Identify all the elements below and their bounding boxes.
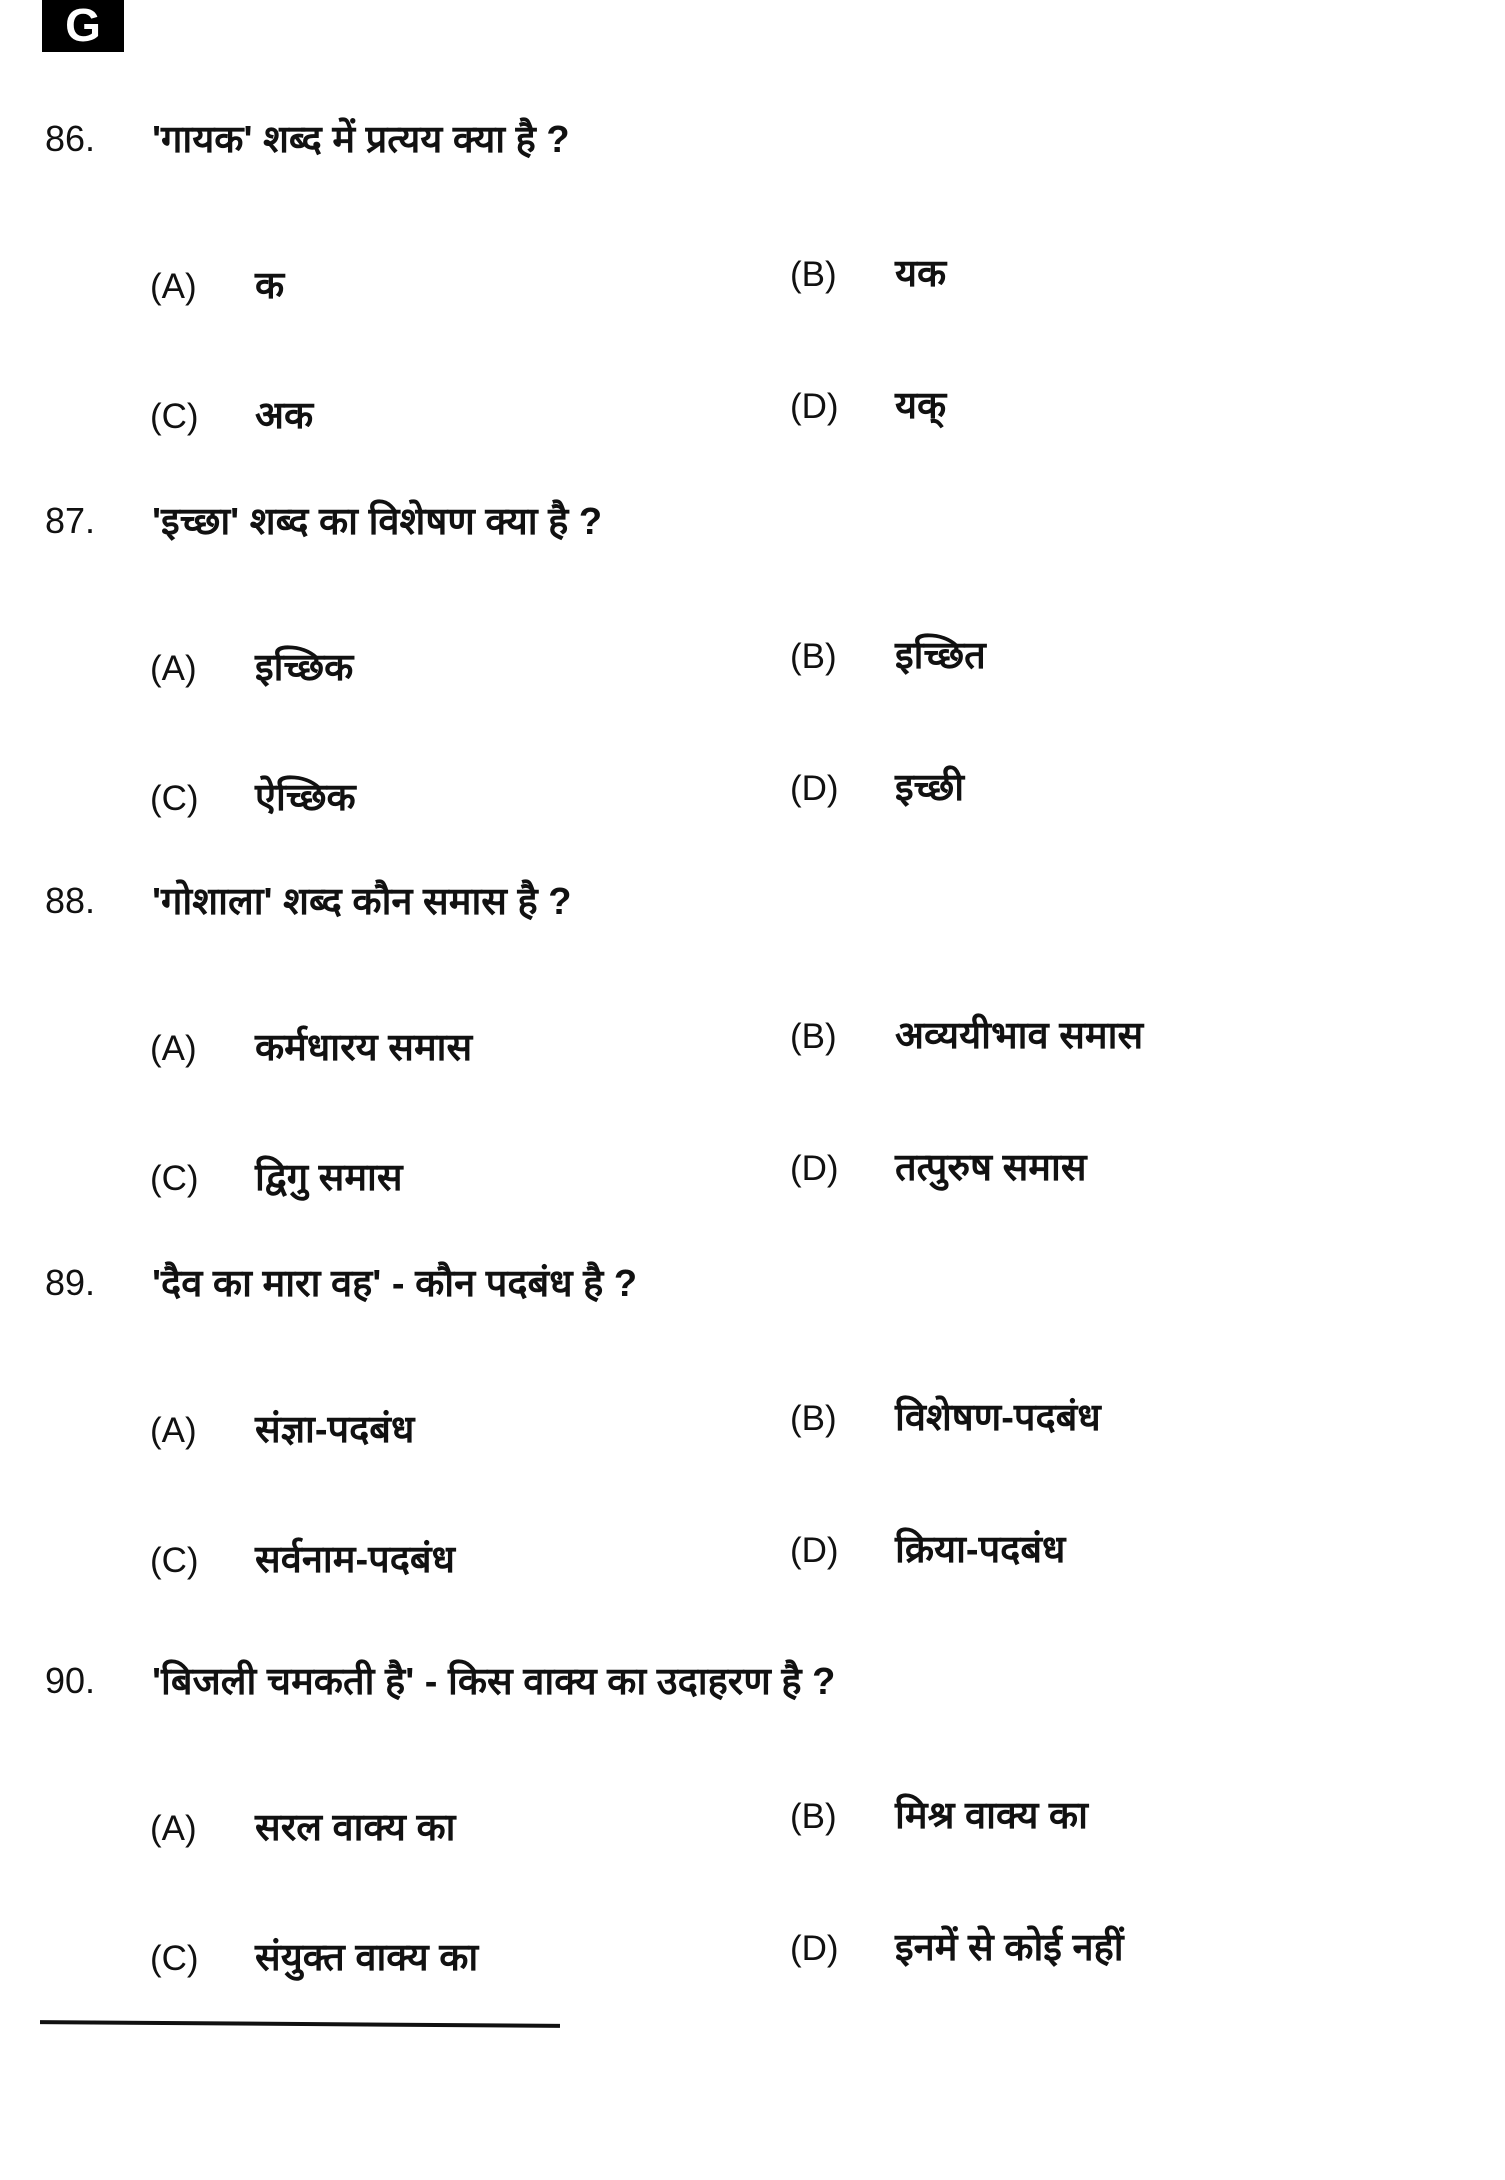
option-d[interactable] [790, 760, 964, 812]
option-text: संज्ञा-पदबंध [255, 1409, 415, 1451]
option-label: (C) [150, 397, 199, 436]
option-label: (D) [790, 769, 839, 808]
option-c[interactable] [150, 1930, 478, 1982]
option-d[interactable] [790, 1522, 1065, 1574]
option-text: विशेषण-पदबंध [895, 1397, 1101, 1439]
option-text: मिश्र वाक्य का [895, 1795, 1088, 1837]
option-text: यक् [895, 385, 947, 427]
question-number: 86. [45, 118, 96, 159]
option-a[interactable] [150, 1402, 414, 1454]
question-number: 88. [45, 880, 96, 921]
option-b[interactable] [790, 1788, 1088, 1840]
option-label: (C) [150, 1159, 199, 1198]
option-text: अव्ययीभाव समास [895, 1015, 1144, 1057]
option-d[interactable] [790, 1140, 1087, 1192]
question-number: 87. [45, 500, 96, 541]
option-label: (A) [150, 1809, 197, 1848]
option-text: इनमें से कोई नहीं [895, 1927, 1124, 1969]
option-label: (B) [790, 1399, 837, 1438]
question-90 [0, 1660, 1505, 2180]
option-label: (B) [790, 255, 837, 294]
question-text: 'बिजली चमकती है' - किस वाक्य का उदाहरण है ? [152, 1661, 836, 1703]
option-label: (C) [150, 1541, 199, 1580]
booklet-series-badge: G [42, 0, 124, 52]
option-text: द्विगु समास [255, 1157, 403, 1199]
option-a[interactable] [150, 258, 284, 310]
option-label: (A) [150, 1411, 197, 1450]
option-a[interactable] [150, 1020, 472, 1072]
option-d[interactable] [790, 378, 946, 430]
question-text: 'इच्छा' शब्द का विशेषण क्या है ? [152, 501, 603, 543]
option-text: ऐच्छिक [255, 777, 356, 819]
option-text: सरल वाक्य का [255, 1807, 456, 1849]
option-text: इच्छित [895, 635, 986, 677]
option-label: (B) [790, 1017, 837, 1056]
option-label: (D) [790, 1531, 839, 1570]
question-text: 'दैव का मारा वह' - कौन पदबंध है ? [152, 1263, 638, 1305]
option-label: (D) [790, 1929, 839, 1968]
option-label: (D) [790, 1149, 839, 1188]
option-text: अक [255, 395, 314, 437]
option-d[interactable] [790, 1920, 1124, 1972]
option-label: (D) [790, 387, 839, 426]
option-label: (C) [150, 779, 199, 818]
question-text: 'गायक' शब्द में प्रत्यय क्या है ? [152, 119, 570, 161]
option-text: कर्मधारय समास [255, 1027, 473, 1069]
option-label: (A) [150, 649, 197, 688]
question-number: 90. [45, 1660, 96, 1701]
option-text: क्रिया-पदबंध [895, 1529, 1066, 1571]
question-text: 'गोशाला' शब्द कौन समास है ? [152, 881, 572, 923]
option-text: संयुक्त वाक्य का [255, 1937, 479, 1979]
option-c[interactable] [150, 770, 356, 822]
option-b[interactable] [790, 628, 986, 680]
question-number: 89. [45, 1262, 96, 1303]
option-b[interactable] [790, 246, 946, 298]
option-label: (A) [150, 1029, 197, 1068]
option-c[interactable] [150, 388, 313, 440]
option-text: क [255, 265, 285, 307]
option-b[interactable] [790, 1008, 1143, 1060]
option-text: तत्पुरुष समास [895, 1147, 1087, 1189]
option-b[interactable] [790, 1390, 1101, 1442]
option-label: (B) [790, 637, 837, 676]
option-c[interactable] [150, 1532, 455, 1584]
option-c[interactable] [150, 1150, 403, 1202]
option-label: (B) [790, 1797, 837, 1836]
option-text: सर्वनाम-पदबंध [255, 1539, 455, 1581]
option-label: (C) [150, 1939, 199, 1978]
option-text: इच्छी [895, 767, 965, 809]
option-a[interactable] [150, 640, 353, 692]
option-a[interactable] [150, 1800, 455, 1852]
option-text: यक [895, 253, 947, 295]
option-text: इच्छिक [255, 647, 354, 689]
option-label: (A) [150, 267, 197, 306]
